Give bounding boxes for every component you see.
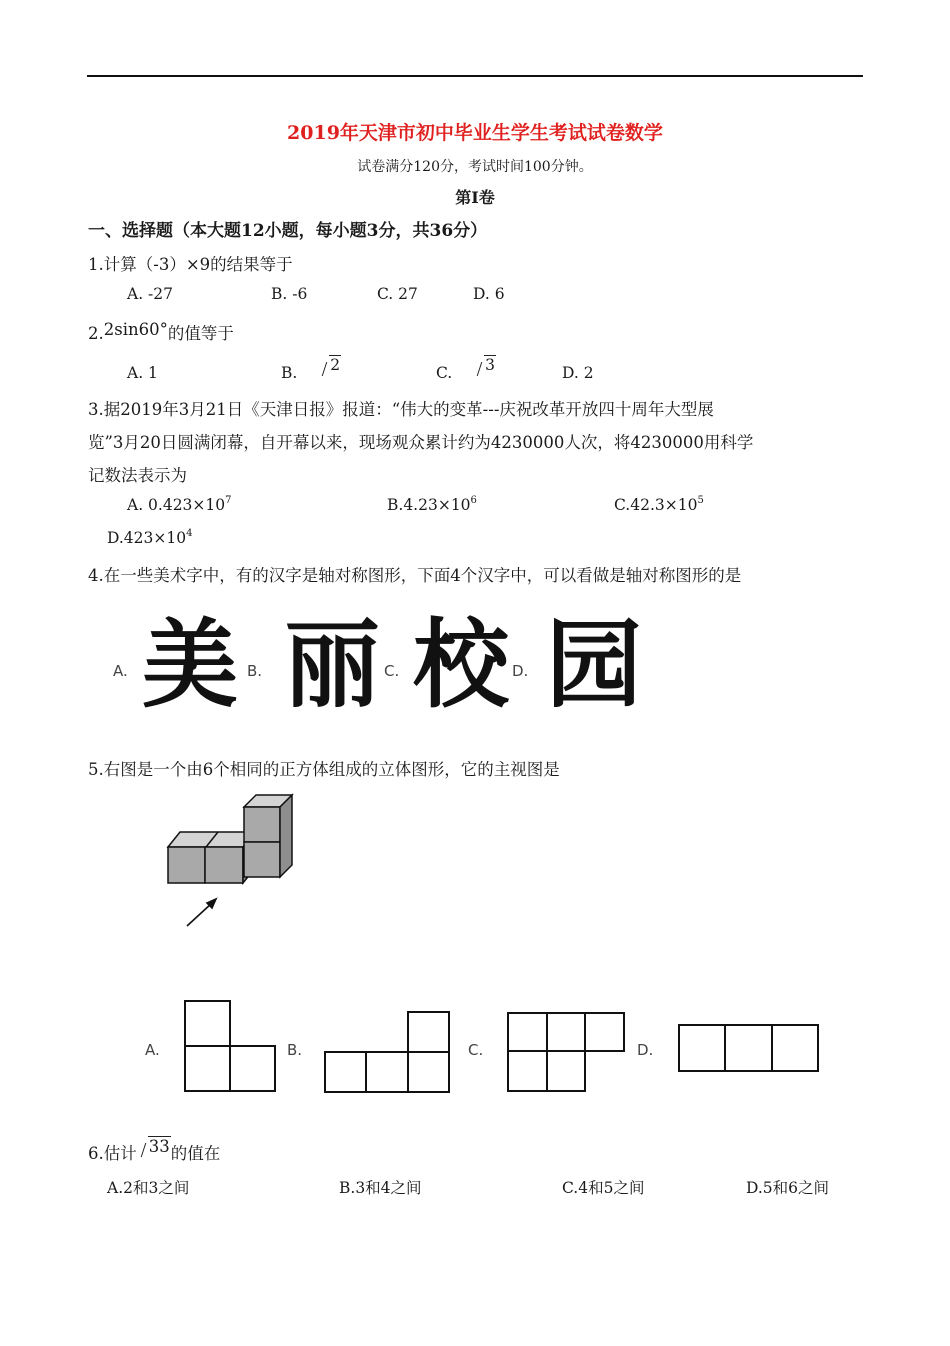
question-6-option-d: D.5和6之间 [746,1179,830,1197]
header-rule [87,75,863,77]
question-4-option-c-character: 校 [413,609,509,721]
question-3-option-b [387,496,477,514]
question-3-option-c-base: C.42.3×10 [614,496,698,514]
question-4-option-d-character: 园 [546,609,642,721]
question-2-option-d: D. 2 [562,364,594,382]
question-3-line-2: 览”3月20日圆满闭幕，自开幕以来，现场观众累计约为4230000人次，将4230000用科学 [88,433,754,452]
sqrt-symbol [320,356,341,374]
question-6-radicand: 33 [148,1137,170,1156]
cube-solid-figure [160,795,300,935]
question-3-option-c [614,496,704,514]
question-4-option-b-label: B. [247,662,263,680]
question-2-option-b-value: 2 [330,356,341,374]
question-2-option-c-value: 3 [485,356,496,374]
question-3-option-a-base: A. 0.423×10 [127,496,226,514]
question-2-option-a: A. 1 [127,364,158,382]
question-5-option-d-label: D. [637,1041,654,1059]
question-5-option-d-figure [678,1024,820,1074]
question-3-option-d-exponent: 4 [186,528,193,539]
question-4-option-c-label: C. [384,662,400,680]
question-1-option-c: C. 27 [377,285,418,303]
part-heading: 第Ⅰ卷 [455,188,495,207]
question-6-option-a: A.2和3之间 [107,1179,190,1197]
question-3-line-3: 记数法表示为 [88,466,187,485]
exam-title: 2019年天津市初中毕业生学生考试试卷数学 [287,122,663,144]
question-1-option-d: D. 6 [473,285,505,303]
question-5-stem: 5.右图是一个由6个相同的正方体组成的立体图形，它的主视图是 [88,760,560,779]
question-5-option-a-label: A. [145,1041,160,1059]
question-3-line-1: 3.据2019年3月21日《天津日报》报道：“伟大的变革---庆祝改革开放四十周年大型展 [88,400,714,419]
question-5-option-c-figure [507,1012,625,1092]
question-2-option-b-label: B. [281,364,298,382]
question-3-option-c-exponent: 5 [697,495,704,506]
question-5-option-c-label: C. [468,1041,484,1059]
question-2-option-b [281,356,341,382]
question-3-option-a-exponent: 7 [225,495,232,506]
question-5-option-b-figure [324,1011,450,1093]
sqrt-symbol [475,356,496,374]
question-1-stem: 1.计算（-3）×9的结果等于 [88,255,293,274]
question-5-option-b-label: B. [287,1041,303,1059]
question-3-option-b-base: B.4.23×10 [387,496,471,514]
question-3-option-d-base: D.423×10 [107,529,187,547]
question-5-option-a-figure [184,1000,276,1092]
question-6-option-c: C.4和5之间 [562,1179,645,1197]
question-4-option-a-character: 美 [142,609,238,721]
question-3-option-d [107,529,192,547]
question-3-option-a [127,496,232,514]
question-4-option-a-label: A. [113,662,128,680]
question-4-option-d-label: D. [512,662,529,680]
question-2-tail: 的值等于 [167,324,234,343]
question-6-option-b: B.3和4之间 [339,1179,422,1197]
section-heading: 一、选择题（本大题12小题，每小题3分，共36分） [88,221,488,241]
question-1-option-b: B. -6 [271,285,308,303]
question-3-option-b-exponent: 6 [470,495,477,506]
question-4-stem: 4.在一些美术字中，有的汉字是轴对称图形，下面4个汉字中，可以看做是轴对称图形的是 [88,566,742,585]
question-6-tail: 的值在 [170,1144,221,1163]
question-1-option-a: A. -27 [127,285,174,303]
question-2-option-c [436,356,496,382]
exam-subtitle: 试卷满分120分，考试时间100分钟。 [357,159,593,175]
question-2-expression: 2sin60° [103,320,168,339]
question-2-stem [88,320,234,344]
question-2-number: 2. [88,324,104,343]
question-4-option-b-character: 丽 [284,609,380,721]
sqrt-symbol [139,1137,171,1156]
question-2-option-c-label: C. [436,364,453,382]
question-6-stem [88,1137,221,1164]
question-6-number: 6.估计 [88,1144,137,1163]
